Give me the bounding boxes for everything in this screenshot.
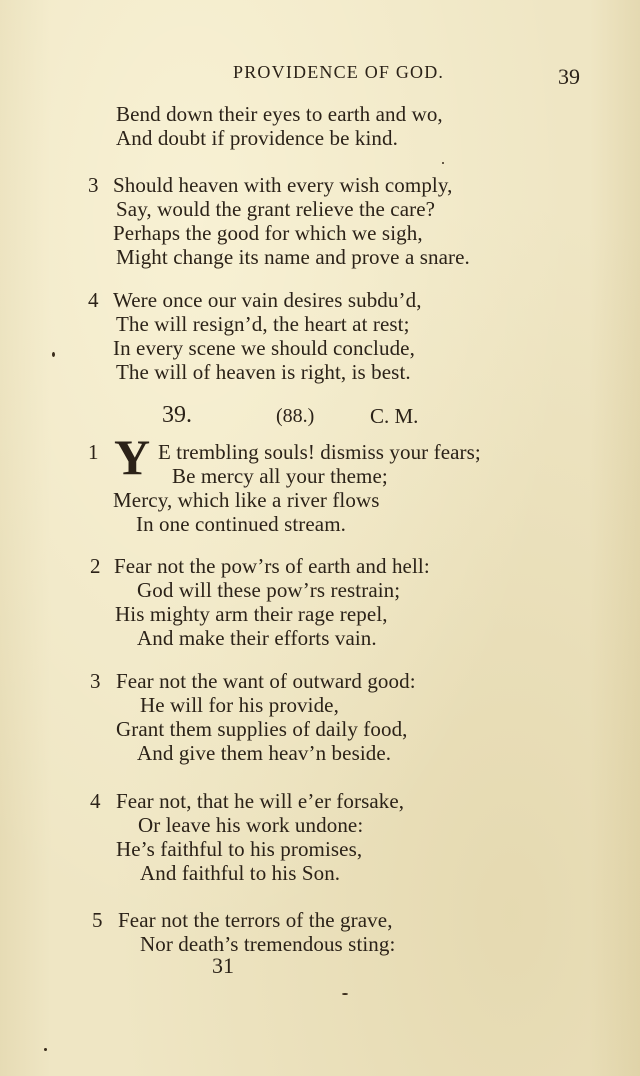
verse-line: Grant them supplies of daily food, xyxy=(116,717,408,741)
hymn-number: 39. xyxy=(162,402,192,428)
verse-line: Should heaven with every wish comply, xyxy=(113,173,453,197)
ink-speck xyxy=(52,352,55,357)
stanza-number: 4 xyxy=(88,288,99,312)
page-number: 39 xyxy=(558,64,580,89)
verse-line: Fear not the want of outward good: xyxy=(116,669,416,693)
verse-line: Fear not, that he will e’er forsake, xyxy=(116,789,405,813)
verse-line: He will for his provide, xyxy=(140,693,339,717)
verse-line: In every scene we should conclude, xyxy=(113,336,415,360)
stanza-number: 5 xyxy=(92,908,103,932)
tune-number: (88.) xyxy=(276,405,315,427)
verse-line: Mercy, which like a river flows xyxy=(113,488,380,512)
verse-line: In one continued stream. xyxy=(136,512,347,536)
stanza-number: 3 xyxy=(88,173,99,197)
verse-line: The will of heaven is right, is best. xyxy=(116,360,411,384)
verse-line: Say, would the grant relieve the care? xyxy=(116,197,436,221)
verse-line: Fear not the pow’rs of earth and hell: xyxy=(114,554,430,578)
stanza-number: 3 xyxy=(90,669,101,693)
stanza-number: 2 xyxy=(90,554,101,578)
verse-line: He’s faithful to his promises, xyxy=(116,837,363,861)
running-title: PROVIDENCE OF GOD. xyxy=(233,62,445,82)
ink-speck xyxy=(442,162,444,164)
verse-line: Nor death’s tremendous sting: xyxy=(140,932,396,956)
verse-line: And give them heav’n beside. xyxy=(137,741,392,765)
verse-line: Perhaps the good for which we sigh, xyxy=(113,221,423,245)
stanza-number: 4 xyxy=(90,789,101,813)
verse-line: And doubt if providence be kind. xyxy=(116,126,398,150)
verse-line: Be mercy all your theme; xyxy=(172,464,388,488)
verse-line: And make their efforts vain. xyxy=(137,626,377,650)
verse-line: Bend down their eyes to earth and wo, xyxy=(116,102,443,126)
verse-line: And faithful to his Son. xyxy=(140,861,341,885)
ink-speck xyxy=(44,1048,47,1051)
meter: C. M. xyxy=(370,404,419,428)
verse-line: The will resign’d, the heart at rest; xyxy=(116,312,410,336)
verse-line: Might change its name and prove a snare. xyxy=(116,245,470,269)
signature-mark: 31 xyxy=(212,953,234,978)
stanza-number: 1 xyxy=(88,440,99,464)
verse-line: E trembling souls! dismiss your fears; xyxy=(158,440,481,464)
ink-speck xyxy=(342,993,348,995)
verse-line: Or leave his work undone: xyxy=(138,813,364,837)
verse-line: Were once our vain desires subdu’d, xyxy=(113,288,422,312)
verse-line: God will these pow’rs restrain; xyxy=(137,578,401,602)
verse-line: Fear not the terrors of the grave, xyxy=(118,908,393,932)
drop-cap: Y xyxy=(114,429,149,485)
verse-line: His mighty arm their rage repel, xyxy=(115,602,388,626)
